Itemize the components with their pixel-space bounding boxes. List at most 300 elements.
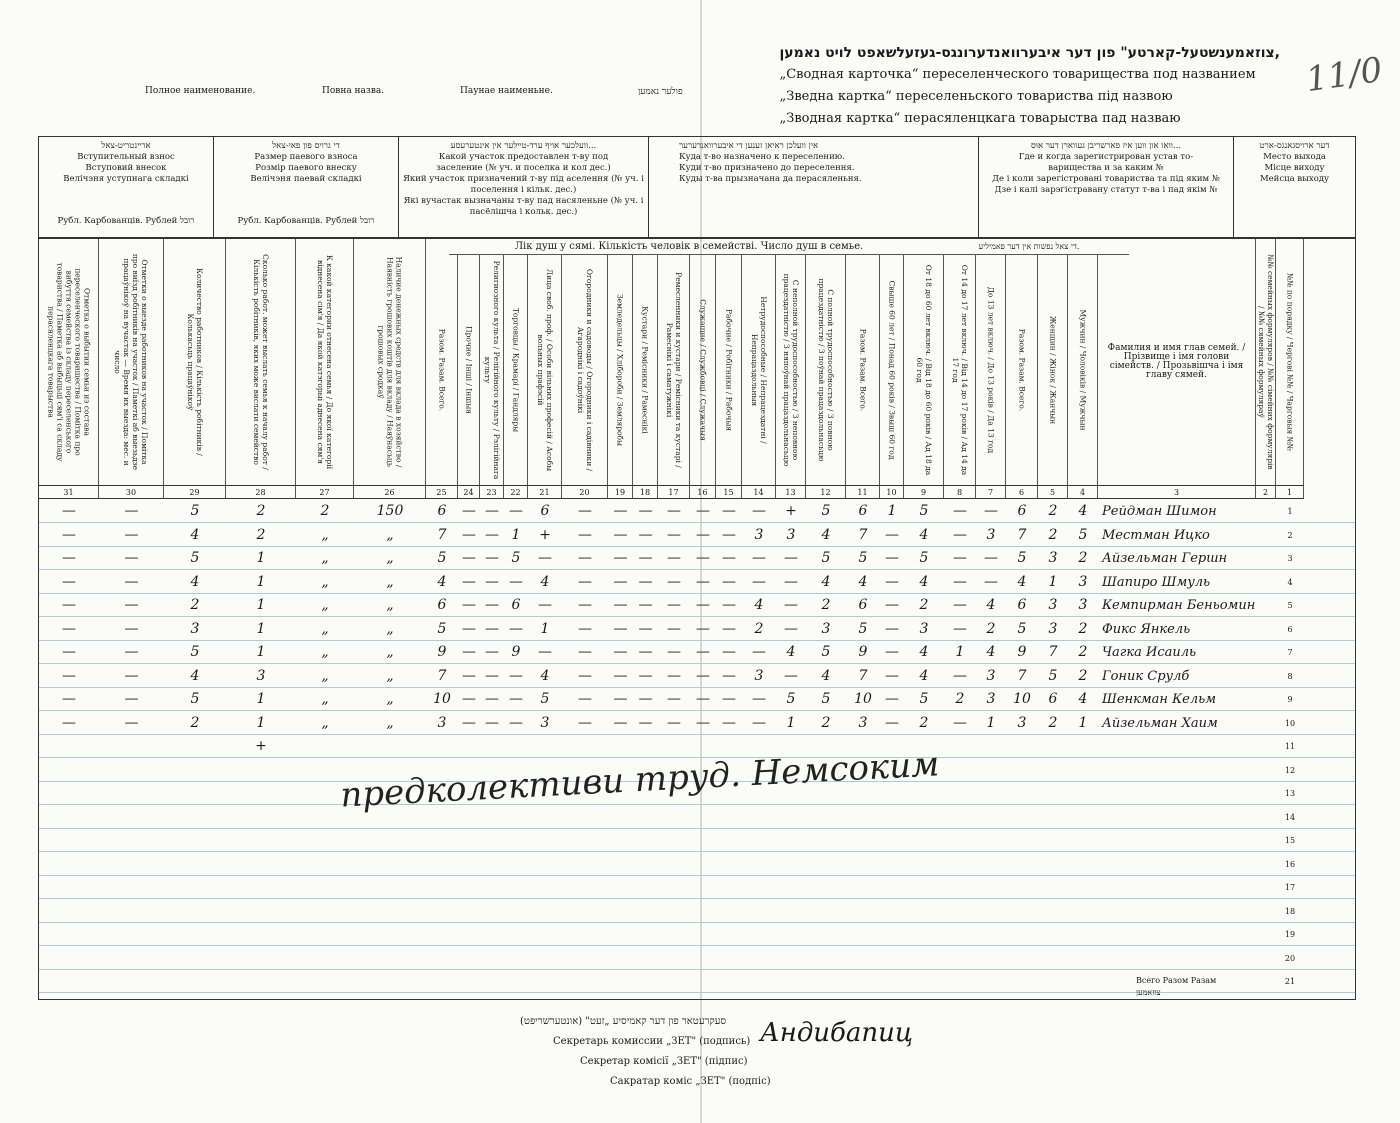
title-by: „Зводная картка“ перасяленцкага товарыства пад назваю <box>779 111 1181 126</box>
column-header-9: От 18 до 60 лет включ. / Від 18 до 60 років / Ад 18 да 60 год <box>904 255 944 485</box>
column-number: 17 <box>658 485 690 499</box>
table-row <box>39 642 1355 664</box>
cell-c22: 1 <box>511 526 521 543</box>
cell-c31: — <box>62 691 76 707</box>
cell-c23: — <box>485 526 499 543</box>
cell-c10: 1 <box>887 503 897 519</box>
cell-c29: 4 <box>190 526 200 543</box>
column-header-17: Ремесленники и кустари / Ремісники та кустарі / Рамеснікі і саматужнікі <box>658 255 690 485</box>
cell-c6: 9 <box>1017 644 1027 660</box>
row-number: 11 <box>1284 742 1296 751</box>
cell-c5: 7 <box>1048 644 1058 660</box>
cell-c19: — <box>613 667 628 684</box>
cell-c24: — <box>462 550 476 566</box>
cell-c31: — <box>62 620 76 637</box>
cell-c14: 3 <box>754 526 764 543</box>
cell-c28: 1 <box>256 620 266 637</box>
column-number: 3 <box>1098 485 1256 499</box>
cell-c11: 7 <box>858 526 868 543</box>
cell-c28: 1 <box>256 714 266 731</box>
column-number: 21 <box>528 485 562 499</box>
cell-c14: — <box>752 644 766 660</box>
cell-c18: — <box>638 597 653 613</box>
cell-c26: „ <box>386 667 394 684</box>
cell-c10: — <box>885 691 899 707</box>
cell-c16: — <box>696 550 710 566</box>
info-box-destination: אין וועלכן ראיאן זענען די איבערוואנדערער Куда т-во назначено к переселению. Куди т-во призначено до переселення. Куды т-ва прызначана да перасяленьня. <box>649 137 979 237</box>
cell-c10: — <box>885 597 899 613</box>
cell-c12: 5 <box>821 550 831 566</box>
cell-c16: — <box>696 644 710 660</box>
cell-c22: — <box>509 714 523 731</box>
column-number: 16 <box>690 485 716 499</box>
column-number: 7 <box>976 485 1006 499</box>
cell-c29: 5 <box>190 644 200 660</box>
info-box-departure: דער ארויסגאנגס-ארט Место выхода Місце виходу Мейсца выходу <box>1259 141 1330 184</box>
cell-c16: — <box>696 503 710 519</box>
cell-c29: 5 <box>190 691 200 707</box>
cell-c27: „ <box>321 644 329 660</box>
cell-c8: — <box>953 597 967 613</box>
cell-c18: — <box>638 503 653 519</box>
cell-c4: 3 <box>1078 573 1088 590</box>
cell-c30: — <box>124 526 139 543</box>
cell-c11: 6 <box>858 503 868 519</box>
row-number: 17 <box>1284 883 1296 892</box>
margin-mark: 11/0 <box>1303 49 1385 101</box>
cell-c6: 3 <box>1017 714 1027 731</box>
title-ru: „Сводная карточка“ переселенческого товарищества под названием <box>779 67 1256 82</box>
cell-c26: 150 <box>376 503 404 519</box>
cell-c10: — <box>885 620 899 637</box>
cell-c12: 5 <box>821 644 831 660</box>
cell-c20: — <box>578 691 592 707</box>
column-header-28: Сколько работ. может выслать семья к началу работ / Кількість робітників, яких може вислати семейство <box>226 239 296 485</box>
cell-c16: — <box>696 620 710 637</box>
cell-c5: 5 <box>1048 667 1058 684</box>
cell-c31: — <box>62 597 76 613</box>
cell-c21: 3 <box>540 714 550 731</box>
family-head-name: Айзельман Хаим <box>1102 715 1218 731</box>
cell-c22: — <box>509 667 523 684</box>
cell-c17: — <box>667 550 681 566</box>
cell-c5: 3 <box>1048 620 1058 637</box>
row-number: 19 <box>1284 930 1296 939</box>
cell-c19: — <box>613 620 628 637</box>
cell-c6: 5 <box>1017 620 1027 637</box>
cell-c26: „ <box>386 573 394 590</box>
cell-c25: 9 <box>437 644 447 660</box>
cell-c13: 1 <box>786 714 796 731</box>
column-number: 25 <box>426 485 458 499</box>
title-yiddish: צוזאמענשטעל-קארטע" פון דער איבערוואנדערונגס-געזעלשאפט לויט נאמען, <box>779 45 1280 61</box>
cell-c13: — <box>784 667 798 684</box>
cell-c25: 6 <box>437 597 447 613</box>
cell-c21: — <box>538 550 552 566</box>
cell-c11: 5 <box>858 620 868 637</box>
family-head-name: Шапиро Шмуль <box>1102 574 1211 590</box>
cell-c23: — <box>485 691 499 707</box>
cell-c13: — <box>784 550 798 566</box>
cell-c28: 2 <box>256 503 266 519</box>
info-boxes <box>38 136 1356 238</box>
cell-c28: 1 <box>256 573 266 590</box>
cell-c10: — <box>885 714 899 731</box>
cell-c25: 7 <box>437 526 447 543</box>
cell-c16: — <box>696 573 710 590</box>
cell-c22: — <box>509 620 523 637</box>
cell-c26: „ <box>386 644 394 660</box>
cell-c9: 5 <box>919 550 929 566</box>
table-row <box>39 948 1355 970</box>
cell-c27: „ <box>321 550 329 566</box>
cell-c14: 4 <box>754 597 764 613</box>
cell-c11: 5 <box>858 550 868 566</box>
cell-c9: 3 <box>919 620 929 637</box>
cell-c22: 9 <box>511 644 521 660</box>
cell-c24: — <box>462 573 476 590</box>
cell-c12: 2 <box>821 597 831 613</box>
cell-c17: — <box>667 644 681 660</box>
cell-c29: 2 <box>190 714 200 731</box>
cell-c17: — <box>667 691 681 707</box>
cell-c16: — <box>696 691 710 707</box>
cell-c30: — <box>124 597 139 613</box>
column-number: 6 <box>1006 485 1038 499</box>
cell-c20: — <box>578 667 592 684</box>
cell-c20: — <box>578 714 592 731</box>
cell-c13: — <box>784 573 798 590</box>
cell-c15: — <box>722 691 736 707</box>
cell-c20: — <box>578 597 592 613</box>
column-header-26: Наличие денежных средств для вклада в хозяйство / Наявність грошових коштів для вкладу / Наяўнасьць грошовых сродкаў <box>354 239 426 485</box>
cell-c25: 4 <box>437 573 447 590</box>
cell-c11: 9 <box>858 644 868 660</box>
row-11-mark: + <box>255 738 267 754</box>
cell-c16: — <box>696 667 710 684</box>
cell-c17: — <box>667 667 681 684</box>
column-header-27: К какой категории отнесена семья / До якої категорії віднесена сім'я / Да якой катэгорыі аднесена сям'я <box>296 239 354 485</box>
column-header-19: Земледельцы / Хлібороби / Земляробы <box>608 255 633 485</box>
table-row <box>39 901 1355 923</box>
cell-c20: — <box>578 550 592 566</box>
cell-c21: 6 <box>540 503 550 519</box>
cell-c23: — <box>485 644 499 660</box>
cell-c11: 7 <box>858 667 868 684</box>
cell-c5: 2 <box>1048 714 1058 731</box>
title-ua: „Зведна картка“ переселеньского товариства під назвою <box>779 89 1173 104</box>
cell-c11: 4 <box>858 573 868 590</box>
cell-c28: 2 <box>256 526 266 543</box>
column-number: 13 <box>776 485 806 499</box>
row-number: 2 <box>1287 530 1293 540</box>
cell-c12: 4 <box>821 526 831 543</box>
cell-c8: — <box>953 550 967 566</box>
cell-c22: 6 <box>511 597 521 613</box>
cell-c6: 6 <box>1017 503 1027 519</box>
family-head-name: Местман Ицко <box>1102 527 1210 543</box>
table-row <box>39 854 1355 876</box>
cell-c23: — <box>485 714 499 731</box>
cell-c22: — <box>509 691 523 707</box>
cell-c30: — <box>124 714 139 731</box>
row-number: 13 <box>1284 789 1296 798</box>
cell-c23: — <box>485 503 499 519</box>
cell-c10: — <box>885 644 899 660</box>
cell-c28: 1 <box>256 691 266 707</box>
cell-c5: 1 <box>1048 573 1058 590</box>
cell-c8: 1 <box>955 644 965 660</box>
group-family-count-yi: די צאל נפשות אין דער פאמיליע. <box>929 239 1129 255</box>
family-head-name: Чагка Исаиль <box>1102 645 1197 660</box>
cell-c25: 3 <box>437 714 447 731</box>
cell-c7: 1 <box>986 714 996 731</box>
column-number: 19 <box>608 485 633 499</box>
table-row <box>39 736 1355 758</box>
family-head-name: Рейдман Шимон <box>1102 504 1217 519</box>
cell-c27: „ <box>321 620 329 637</box>
cell-c12: 2 <box>821 714 831 731</box>
cell-c11: 3 <box>858 714 868 731</box>
cell-c17: — <box>667 573 681 590</box>
cell-c4: 2 <box>1078 644 1088 660</box>
cell-c9: 4 <box>919 644 929 660</box>
secretary-yi: סעקרעטאר פון דער קאמיסיע „זעט" (אונטערשריפט) <box>520 1016 727 1027</box>
column-number: 12 <box>806 485 846 499</box>
column-header-6: Разом. Разам. Всего. <box>1006 255 1038 485</box>
family-head-name: Кемпирман Беньомин <box>1102 598 1256 613</box>
cell-c25: 7 <box>437 667 447 684</box>
column-header-30: Отметки о выезде работников на участок / Помітка про виїзд робітників на участок / Паметкі аб выезьдзе працаўнікоў на вучастак — Время их выезда: мес. и число <box>99 239 164 485</box>
cell-c14: 2 <box>754 620 764 637</box>
column-number: 27 <box>296 485 354 499</box>
table-row <box>39 572 1355 594</box>
cell-c24: — <box>462 714 476 731</box>
column-header-15: Рабочие / Робітники / Рабочыя <box>716 255 742 485</box>
cell-c16: — <box>696 714 710 731</box>
cell-c14: — <box>752 714 766 731</box>
column-header-3: Фамилия и имя глав семей. / Прізвище і імя голови сімейств. / Прозьвішча і імя главу сямей. <box>1098 239 1256 485</box>
cell-c6: 7 <box>1017 667 1027 684</box>
cell-c26: „ <box>386 620 394 637</box>
cell-c15: — <box>722 644 736 660</box>
cell-c9: 4 <box>919 573 929 590</box>
column-number: 15 <box>716 485 742 499</box>
info-box-entry-fee: ארײנטריט-צאל Вступительный взнос Вступовий внесок Велічэня уступнага складкі Рубл. Карбованців. Рублей רובל <box>39 137 214 237</box>
cell-c9: 2 <box>919 714 929 731</box>
cell-c8: — <box>953 620 967 637</box>
column-number: 28 <box>226 485 296 499</box>
cell-c22: 5 <box>511 550 521 566</box>
cell-c7: 3 <box>986 667 996 684</box>
cell-c7: 3 <box>986 526 996 543</box>
table-row <box>39 666 1355 688</box>
name-label-yi: פולער נאמען <box>638 87 683 97</box>
column-number: 5 <box>1038 485 1068 499</box>
row-number: 9 <box>1287 695 1293 704</box>
cell-c9: 4 <box>919 526 929 543</box>
cell-c7: — <box>984 503 998 519</box>
cell-c18: — <box>638 620 653 637</box>
cell-c15: — <box>722 503 736 519</box>
table-row <box>39 830 1355 852</box>
cell-c23: — <box>485 597 499 613</box>
row-number: 14 <box>1284 812 1296 822</box>
cell-c8: — <box>953 714 967 731</box>
cell-c27: „ <box>321 597 329 613</box>
cell-c22: — <box>509 503 523 519</box>
row-number: 16 <box>1284 859 1296 869</box>
cell-c12: 4 <box>821 573 831 590</box>
cell-c7: 2 <box>986 620 996 637</box>
cell-c7: 4 <box>986 644 996 660</box>
family-head-name: Айзельман Гершн <box>1102 551 1228 566</box>
cell-c19: — <box>613 691 628 707</box>
name-label-ua: Повна назва. <box>322 86 385 96</box>
family-head-name: Шенкман Кельм <box>1102 692 1216 707</box>
cell-c30: — <box>124 620 139 637</box>
cell-c21: — <box>538 644 552 660</box>
row-number: 7 <box>1287 648 1293 657</box>
cell-c24: — <box>462 620 476 637</box>
cell-c19: — <box>613 503 628 519</box>
totals-label: Всего Разом Разам צוזאמען <box>1136 976 1217 997</box>
cell-c18: — <box>638 526 653 543</box>
cell-c5: 2 <box>1048 503 1058 519</box>
table-row <box>39 877 1355 899</box>
cell-c27: „ <box>321 526 329 543</box>
cell-c6: 6 <box>1017 597 1027 613</box>
cell-c24: — <box>462 503 476 519</box>
cell-c28: 1 <box>256 597 266 613</box>
cell-c25: 10 <box>433 691 451 707</box>
cell-c27: „ <box>321 691 329 707</box>
cell-c15: — <box>722 526 736 543</box>
column-header-12: С полной трудоспособностью / З повною працездатністю / З поўнай працаздольнасьцю <box>806 255 846 485</box>
cell-c20: — <box>578 620 592 637</box>
cell-c17: — <box>667 620 681 637</box>
cell-c14: — <box>752 503 766 519</box>
column-header-13: С неполной трудоспособностью / З неповною працездатністю / З няпоўнай працаздольнасьцю <box>776 255 806 485</box>
cell-c30: — <box>124 550 139 566</box>
cell-c19: — <box>613 644 628 660</box>
cell-c27: 2 <box>320 503 330 519</box>
row-number: 12 <box>1284 765 1296 775</box>
cell-c6: 5 <box>1017 550 1027 566</box>
cell-c24: — <box>462 691 476 707</box>
column-number: 24 <box>458 485 480 499</box>
column-number: 9 <box>904 485 944 499</box>
cell-c11: 6 <box>858 597 868 613</box>
table-row <box>39 525 1355 547</box>
cell-c31: — <box>62 573 76 590</box>
cell-c18: — <box>638 691 653 707</box>
cell-c19: — <box>613 573 628 590</box>
cell-c23: — <box>485 667 499 684</box>
cell-c19: — <box>613 714 628 731</box>
row-number: 8 <box>1287 671 1293 681</box>
cell-c15: — <box>722 620 736 637</box>
row-number: 6 <box>1287 624 1293 634</box>
column-number: 31 <box>39 485 99 499</box>
group-family-count: Лік душ у сямі. Кількість человік в семействі. Число душ в семье. <box>449 239 929 255</box>
cell-c26: „ <box>386 597 394 613</box>
cell-c18: — <box>638 667 653 684</box>
cell-c15: — <box>722 573 736 590</box>
cell-c13: + <box>785 503 797 519</box>
cell-c5: 3 <box>1048 597 1058 613</box>
column-header-18: Кустари / Ремісники / Рамеснікі <box>633 255 658 485</box>
cell-c21: 4 <box>540 573 550 590</box>
cell-c20: — <box>578 644 592 660</box>
secretary-signature: Андибапиц <box>760 1018 914 1048</box>
cell-c8: — <box>953 526 967 543</box>
row-number: 21 <box>1284 977 1296 986</box>
cell-c13: — <box>784 597 798 613</box>
column-number: 26 <box>354 485 426 499</box>
cell-c18: — <box>638 550 653 566</box>
row-number: 1 <box>1287 507 1293 516</box>
column-number: 2 <box>1256 485 1276 499</box>
cell-c28: 3 <box>256 667 266 684</box>
column-header-4: Мужчин / Чоловіків / Мужчын <box>1068 255 1098 485</box>
cell-c14: — <box>752 573 766 590</box>
cell-c29: 4 <box>190 573 200 590</box>
column-number: 10 <box>880 485 904 499</box>
cell-c28: 1 <box>256 644 266 660</box>
cell-c10: — <box>885 526 899 543</box>
column-number: 18 <box>633 485 658 499</box>
cell-c31: — <box>62 550 76 566</box>
cell-c15: — <box>722 550 736 566</box>
cell-c4: 2 <box>1078 550 1088 566</box>
cell-c25: 5 <box>437 620 447 637</box>
cell-c6: 10 <box>1013 691 1031 707</box>
cell-c31: — <box>62 714 76 731</box>
cell-c7: — <box>984 550 998 566</box>
family-head-name: Фикс Янкель <box>1102 621 1191 637</box>
cell-c17: — <box>667 503 681 519</box>
cell-c17: — <box>667 714 681 731</box>
cell-c31: — <box>62 503 76 519</box>
cell-c10: — <box>885 550 899 566</box>
info-box-plot: וועלכער אויף ערד-טײלער אין אינטערעסע... Какой участок предоставлен т-ву под заселение (№ уч. и поселка и кол дес.) Який участок призначений т-ву під аселення (№ уч. і поселення і кільк. дес.) Які вучастак вызначаны т-ву пад насяленьне (№ уч. і пасёлішча і кольк. дес.) <box>399 137 649 237</box>
column-header-16: Служащие / Службовці / Служачыя <box>690 255 716 485</box>
cell-c8: — <box>953 667 967 684</box>
column-header-14: Нетрудоспособные / Непрацездатні / Непрацаздольныя <box>742 255 776 485</box>
cell-c4: 5 <box>1078 526 1088 543</box>
cell-c4: 2 <box>1078 667 1088 684</box>
cell-c18: — <box>638 714 653 731</box>
cell-c28: 1 <box>256 550 266 566</box>
cell-c24: — <box>462 526 476 543</box>
secretary-ua: Секретар комісії „ЗЕТ" (підпис) <box>580 1056 748 1067</box>
cell-c30: — <box>124 667 139 684</box>
cell-c16: — <box>696 526 710 543</box>
cell-c8: 2 <box>955 691 965 707</box>
cell-c24: — <box>462 597 476 613</box>
cell-c20: — <box>578 503 592 519</box>
table-row <box>39 689 1355 711</box>
cell-c22: — <box>509 573 523 590</box>
cell-c27: „ <box>321 573 329 590</box>
cell-c26: „ <box>386 526 394 543</box>
row-number: 3 <box>1287 554 1293 563</box>
column-number: 11 <box>846 485 880 499</box>
table-row <box>39 713 1355 735</box>
cell-c17: — <box>667 597 681 613</box>
cell-c29: 5 <box>190 503 200 519</box>
